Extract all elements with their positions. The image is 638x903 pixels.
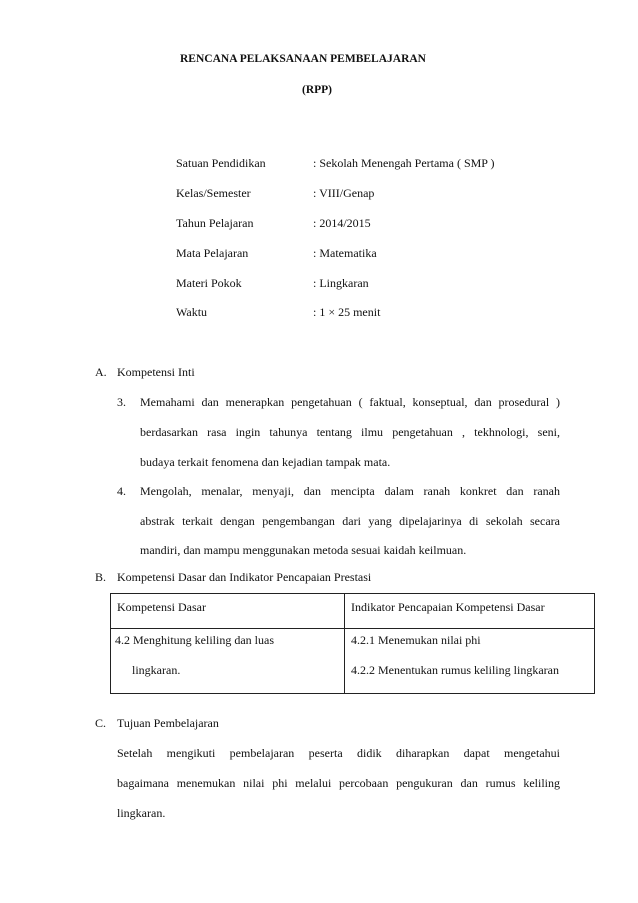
section-a-letter: A.: [95, 365, 107, 379]
table-header-cell: Indikator Pencapaian Kompetensi Dasar: [345, 594, 595, 629]
table-cell-line: 4.2 Menghitung keliling dan luas: [115, 633, 274, 647]
list-item-line: Memahami dan menerapkan pengetahuan ( faktual, konseptual, dan prosedural ): [140, 395, 560, 409]
identity-label: Kelas/Semester: [176, 186, 251, 200]
identity-value: : 1 × 25 menit: [313, 305, 381, 319]
table-cell-line: 4.2.1 Menemukan nilai phi: [351, 633, 481, 647]
identity-label: Mata Pelajaran: [176, 246, 249, 260]
competency-table: [110, 593, 595, 694]
list-item-line: berdasarkan rasa ingin tahunya tentang ilmu pengetahuan , tekhnologi, seni,: [140, 425, 560, 439]
identity-label: Materi Pokok: [176, 276, 242, 290]
identity-value: : VIII/Genap: [313, 186, 375, 200]
identity-value: : Sekolah Menengah Pertama ( SMP ): [313, 156, 495, 170]
identity-label: Waktu: [176, 305, 208, 319]
list-item-number: 4.: [117, 484, 126, 498]
paragraph-line: lingkaran.: [117, 806, 166, 820]
list-item-line: Mengolah, menalar, menyaji, dan mencipta dalam ranah konkret dan ranah: [140, 484, 560, 498]
section-c-letter: C.: [95, 716, 107, 730]
document-title: RENCANA PELAKSANAAN PEMBELAJARAN: [180, 53, 426, 65]
list-item-line: abstrak terkait dengan pengembangan dari yang dipelajarinya di sekolah secara: [140, 514, 560, 528]
list-item-number: 3.: [117, 395, 126, 409]
list-item-line: mandiri, dan mampu menggunakan metoda sesuai kaidah keilmuan.: [140, 543, 467, 557]
identity-value: : Lingkaran: [313, 276, 369, 290]
identity-label: Satuan Pendidikan: [176, 156, 266, 170]
identity-value: : Matematika: [313, 246, 377, 260]
identity-value: : 2014/2015: [313, 216, 371, 230]
document-subtitle: (RPP): [302, 84, 333, 96]
paragraph-line: bagaimana menemukan nilai phi melalui percobaan pengukuran dan rumus keliling: [117, 776, 560, 790]
table-header-row: [111, 594, 595, 629]
section-b-letter: B.: [95, 570, 107, 584]
section-b-title: Kompetensi Dasar dan Indikator Pencapaian Prestasi: [117, 570, 372, 584]
list-item-line: budaya terkait fenomena dan kejadian tampak mata.: [140, 455, 391, 469]
paragraph-line: Setelah mengikuti pembelajaran peserta didik diharapkan dapat mengetahui: [117, 746, 560, 760]
table-row: [111, 629, 595, 694]
identity-label: Tahun Pelajaran: [176, 216, 254, 230]
section-a-title: Kompetensi Inti: [117, 365, 195, 379]
table-cell-indikator: [345, 629, 595, 694]
table-cell-line: lingkaran.: [132, 663, 181, 677]
table-cell-line: 4.2.2 Menentukan rumus keliling lingkaran: [351, 663, 559, 677]
table-header-cell: Kompetensi Dasar: [111, 594, 345, 629]
table-cell-kd: [111, 629, 345, 694]
section-c-title: Tujuan Pembelajaran: [117, 716, 219, 730]
